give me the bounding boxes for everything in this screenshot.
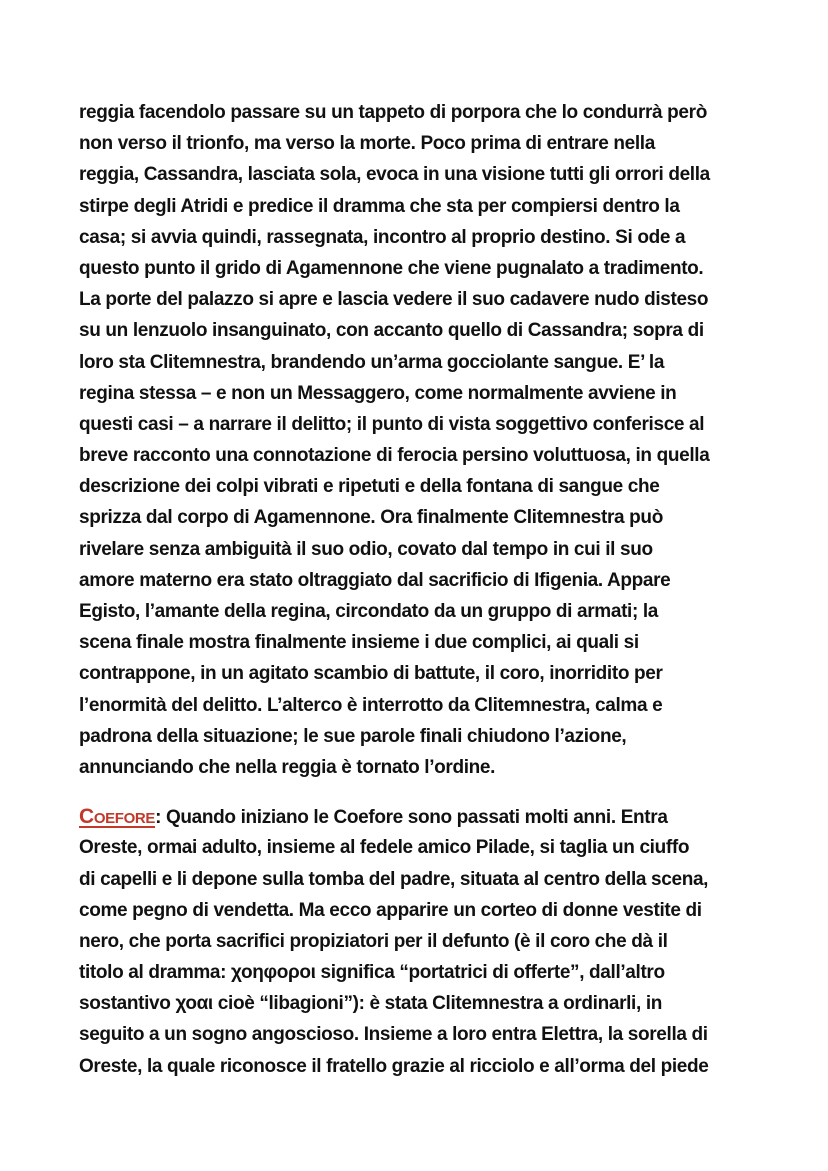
text-line: questo punto il grido di Agamennone che viene pugnalato a tradimento. (79, 257, 704, 279)
text-line-start: Quando iniziano le Coefore sono passati molti anni. Entra (161, 807, 668, 829)
text-line: rivelare senza ambiguità il suo odio, covato dal tempo in cui il suo (79, 538, 653, 560)
text-line: contrappone, in un agitato scambio di battute, il coro, inorridito per (79, 663, 663, 685)
text-line: scena finale mostra finalmente insieme i due complici, ai quali si (79, 632, 639, 654)
text-line: regina stessa – e non un Messaggero, come normalmente avviene in (79, 382, 677, 404)
text-line: casa; si avvia quindi, rassegnata, incontro al proprio destino. Si ode a (79, 226, 686, 248)
text-line: l’enormità del delitto. L’alterco è interrotto da Clitemnestra, calma e (79, 694, 663, 716)
text-line: come pegno di vendetta. Ma ecco apparire un corteo di donne vestite di (79, 899, 702, 921)
text-line: sostantivo χοαι cioè “libagioni”): è stata Clitemnestra a ordinarli, in (79, 993, 663, 1015)
text-line: stirpe degli Atridi e predice il dramma che sta per compiersi dentro la (79, 195, 680, 217)
text-line: titolo al dramma: χοηφοροι significa “portatrici di offerte”, dall’altro (79, 962, 665, 984)
text-line: Egisto, l’amante della regina, circondato da un gruppo di armati; la (79, 601, 659, 622)
text-line: seguito a un sogno angoscioso. Insieme a loro entra Elettra, la sorella di (79, 1024, 708, 1046)
text-line: La porte del palazzo si apre e lascia vedere il suo cadavere nudo disteso (79, 289, 709, 311)
text-line: sprizza dal corpo di Agamennone. Ora finalmente Clitemnestra può (79, 507, 663, 529)
text-line: nero, che porta sacrifici propiziatori per il defunto (è il coro che dà il (79, 930, 668, 952)
section-separator: : (155, 807, 162, 829)
text-line: questi casi – a narrare il delitto; il punto di vista soggettivo conferisce al (79, 413, 705, 435)
text-line: descrizione dei colpi vibrati e ripetuti e della fontana di sangue che (79, 476, 660, 498)
text-line: non verso il trionfo, ma verso la morte. Poco prima di entrare nella (79, 133, 655, 155)
text-line: annunciando che nella reggia è tornato l’ordine. (79, 756, 496, 778)
paragraph-agamennone (79, 97, 759, 783)
text-line: reggia facendolo passare su un tappeto di porpora che lo condurrà però (79, 102, 707, 123)
text-line: amore materno era stato oltraggiato dal sacrificio di Ifigenia. Appare (79, 569, 671, 591)
section-title: Coefore (79, 805, 156, 829)
text-line: Oreste, la quale riconosce il fratello grazie al ricciolo e all’orma del piede (79, 1055, 709, 1077)
text-line: loro sta Clitemnestra, brandendo un’arma gocciolante sangue. E’ la (79, 351, 665, 373)
document-page (79, 97, 759, 1082)
text-line: reggia, Cassandra, lasciata sola, evoca in una visione tutti gli orrori della (79, 164, 710, 186)
text-line: di capelli e li depone sulla tomba del padre, situata al centro della scena, (79, 868, 709, 890)
text-line: breve racconto una connotazione di ferocia persino voluttuosa, in quella (79, 445, 710, 467)
text-line: padrona della situazione; le sue parole finali chiudono l’azione, (79, 725, 627, 747)
text-line: Oreste, ormai adulto, insieme al fedele amico Pilade, si taglia un ciuffo (79, 837, 690, 859)
text-line-with-heading (79, 801, 759, 832)
text-line: su un lenzuolo insanguinato, con accanto quello di Cassandra; sopra di (79, 320, 704, 342)
paragraph-coefore (79, 801, 759, 1082)
